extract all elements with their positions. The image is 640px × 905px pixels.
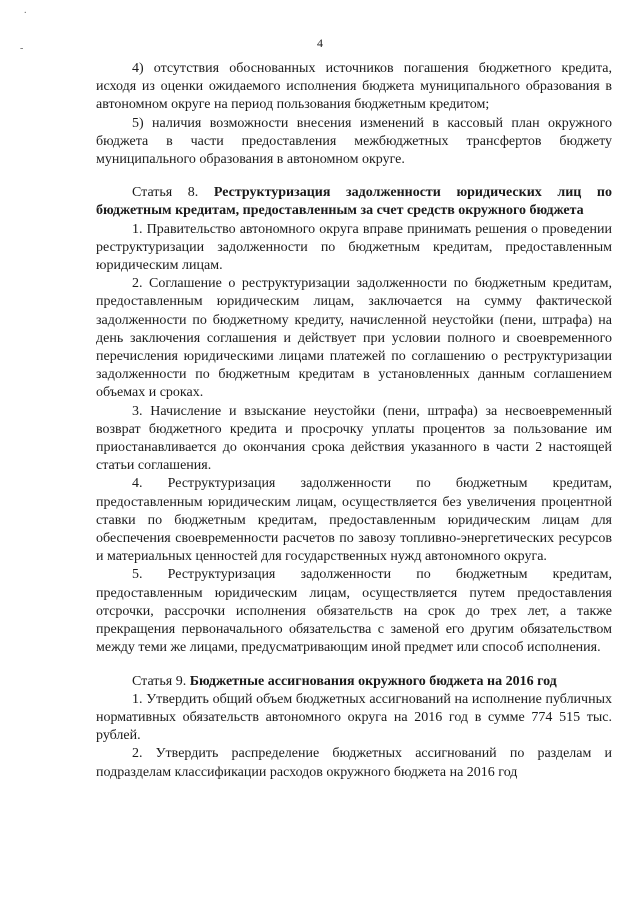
paragraph: 4. Реструктуризация задолженности по бюджетным кредитам, предоставленным юридическим лицам, осуществляется без увеличения процентной ставки по бюджетным кредитам, предоставленным юридическим лицам для обеспечения своевременности расчетов по завозу топливно-энергетических ресурсов и материальных ценностей для государственных нужд автономного округа. [96,476,612,565]
paragraph: 2. Соглашение о реструктуризации задолженности по бюджетным кредитам, предоставленным юридическим лицам, заключается на сумму фактической задолженности по бюджетному кредиту, начисленной неустойки (пени, штрафа) на день заключения соглашения и действует при условии полного и своевременного перечисления юридическими лицами платежей по соглашению о реструктуризации задолженности по бюджетным кредитам в установленных данным соглашением объемах и сроках. [96,276,612,401]
page-number: 4 [317,36,323,50]
article-9-prefix: Статья 9. [132,673,187,689]
document-body [96,60,612,782]
paragraph: 1. Правительство автономного округа вправе принимать решения о проведении реструктуризации задолженности по бюджетным кредитам, предоставленным юридическим лицам. [96,221,612,274]
article-8-title: Реструктуризация задолженности юридических лиц по бюджетным кредитам, предоставленным за счет средств окружного бюджета [96,185,612,219]
paragraph: 2. Утвердить распределение бюджетных ассигнований по разделам и подразделам классификации расходов окружного бюджета на 2016 год [96,746,612,780]
article-9-heading [96,673,612,691]
paragraph: 1. Утвердить общий объем бюджетных ассигнований на исполнение публичных нормативных обязательств автономного округа на 2016 год в сумме 774 515 тыс. рублей. [96,691,612,744]
paragraph: 4) отсутствия обоснованных источников погашения бюджетного кредита, исходя из оценки ожидаемого исполнения бюджета муниципального образования в автономном округе на период пользования бюджетным кредитом; [96,61,612,113]
article-9-title: Бюджетные ассигнования окружного бюджета на 2016 год [189,673,557,689]
paragraph: 3. Начисление и взыскание неустойки (пени, штрафа) за несвоевременный возврат бюджетного кредита и просрочку уплаты процентов за пользование им приостанавливается до окончания срока действия указанного в части 2 настоящей статьи соглашения. [96,403,612,474]
article-8-prefix: Статья 8. [132,185,199,201]
paragraph: 5) наличия возможности внесения изменений в кассовый план окружного бюджета в части предоставления межбюджетных трансфертов бюджету муниципального образования в автономном округе. [96,115,612,168]
scan-mark: . [24,5,27,16]
article-8-heading [96,184,612,220]
paragraph: 5. Реструктуризация задолженности по бюджетным кредитам, предоставленным юридическим лицам, осуществляется путем предоставления отсрочки, рассрочки исполнения обязательств на срок до трех лет, а также прекращения первоначального обязательства с заменой его другим обязательством между теми же лицами, предусматривающим иной предмет или способ исполнения. [96,567,612,656]
scan-mark: - [20,43,24,54]
